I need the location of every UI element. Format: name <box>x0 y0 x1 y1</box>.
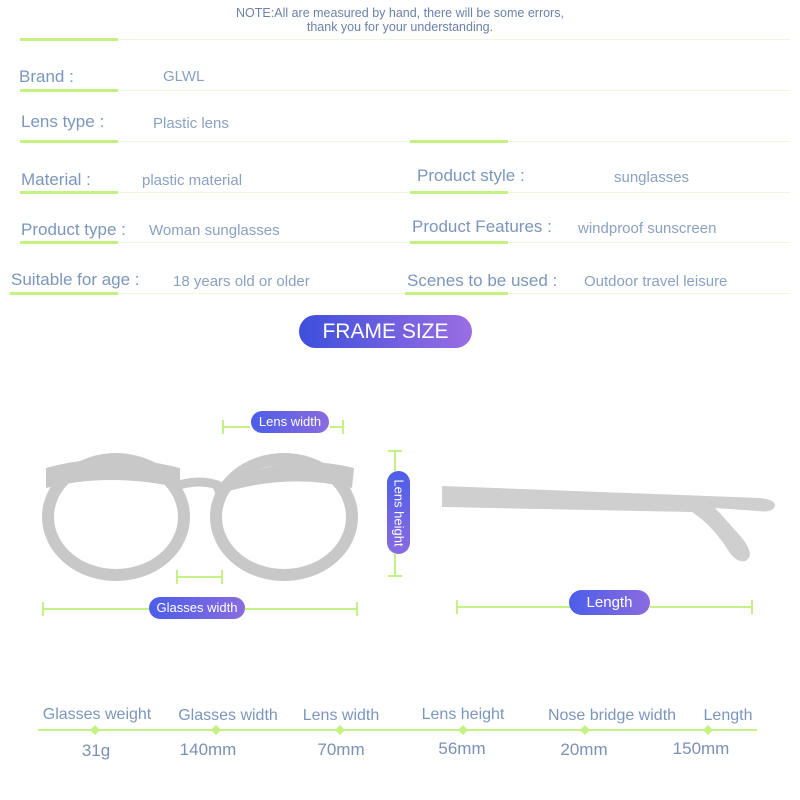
divider-accent <box>410 140 508 143</box>
divider <box>20 90 790 91</box>
scenes-value: Outdoor travel leisure <box>584 273 728 290</box>
product-style-value: sunglasses <box>614 169 690 186</box>
product-features-value: windproof sunscreen <box>578 220 717 237</box>
suitable-age-value: 18 years old or older <box>173 273 310 290</box>
lens-height-pill-label: Lens height <box>391 478 406 547</box>
divider-accent <box>20 191 118 194</box>
stats-timeline <box>0 720 800 740</box>
stat-label-glasses-weight: Glasses weight <box>42 706 152 723</box>
brand-label: Brand : <box>19 67 74 86</box>
stat-value-lens-width: 70mm <box>317 740 365 759</box>
divider-accent <box>405 292 508 295</box>
stat-label-glasses-width: Glasses width <box>178 707 278 724</box>
divider-accent <box>410 191 508 194</box>
divider <box>20 242 790 243</box>
note-line-2: thank you for your understanding. <box>306 20 494 34</box>
divider-accent <box>20 38 118 41</box>
stat-value-lens-height: 56mm <box>438 739 486 758</box>
material-value: plastic material <box>142 172 243 189</box>
timeline-marker <box>211 725 221 735</box>
timeline-marker <box>703 725 713 735</box>
divider-accent <box>20 241 118 244</box>
lens-type-label: Lens type : <box>21 112 105 131</box>
stat-label-length: Length <box>703 707 753 724</box>
frame-size-title: FRAME SIZE <box>299 315 472 348</box>
timeline-marker <box>335 725 345 735</box>
nose-bridge-dimension <box>177 570 222 584</box>
stat-value-length: 150mm <box>672 739 730 758</box>
product-type-value: Woman sunglasses <box>149 222 280 239</box>
lens-type-value: Plastic lens <box>153 115 229 132</box>
divider <box>20 141 790 142</box>
lens-height-pill <box>387 471 410 554</box>
stat-value-nose-bridge-width: 20mm <box>560 740 608 759</box>
divider <box>20 39 790 40</box>
lens-width-pill: Lens width <box>251 411 329 433</box>
divider-accent <box>410 241 508 244</box>
note-line-1: NOTE:All are measured by hand, there will be some errors, <box>236 6 564 20</box>
stat-value-glasses-weight: 31g <box>81 741 111 760</box>
divider-accent <box>20 89 118 92</box>
stat-value-glasses-width: 140mm <box>179 740 237 759</box>
glasses-front-view <box>46 459 354 575</box>
stat-label-nose-bridge-width: Nose bridge width <box>547 707 677 724</box>
timeline-marker <box>458 725 468 735</box>
scenes-label: Scenes to be used : <box>407 271 558 290</box>
stat-label-lens-height: Lens height <box>421 706 505 723</box>
timeline-marker <box>580 725 590 735</box>
stat-label-lens-width: Lens width <box>302 707 380 724</box>
timeline-marker <box>90 725 100 735</box>
divider <box>10 293 790 294</box>
divider-accent <box>10 292 118 295</box>
glasses-temple-view <box>442 486 775 561</box>
measurement-note <box>0 6 800 34</box>
glasses-width-pill: Glasses width <box>149 597 245 619</box>
product-features-label: Product Features : <box>412 217 552 236</box>
suitable-age-label: Suitable for age : <box>11 270 140 289</box>
material-label: Material : <box>21 170 91 189</box>
divider <box>20 192 790 193</box>
brand-value: GLWL <box>163 68 205 85</box>
product-style-label: Product style : <box>417 166 525 185</box>
product-type-label: Product type : <box>21 220 126 239</box>
length-pill: Length <box>569 590 650 615</box>
divider-accent <box>20 140 118 143</box>
